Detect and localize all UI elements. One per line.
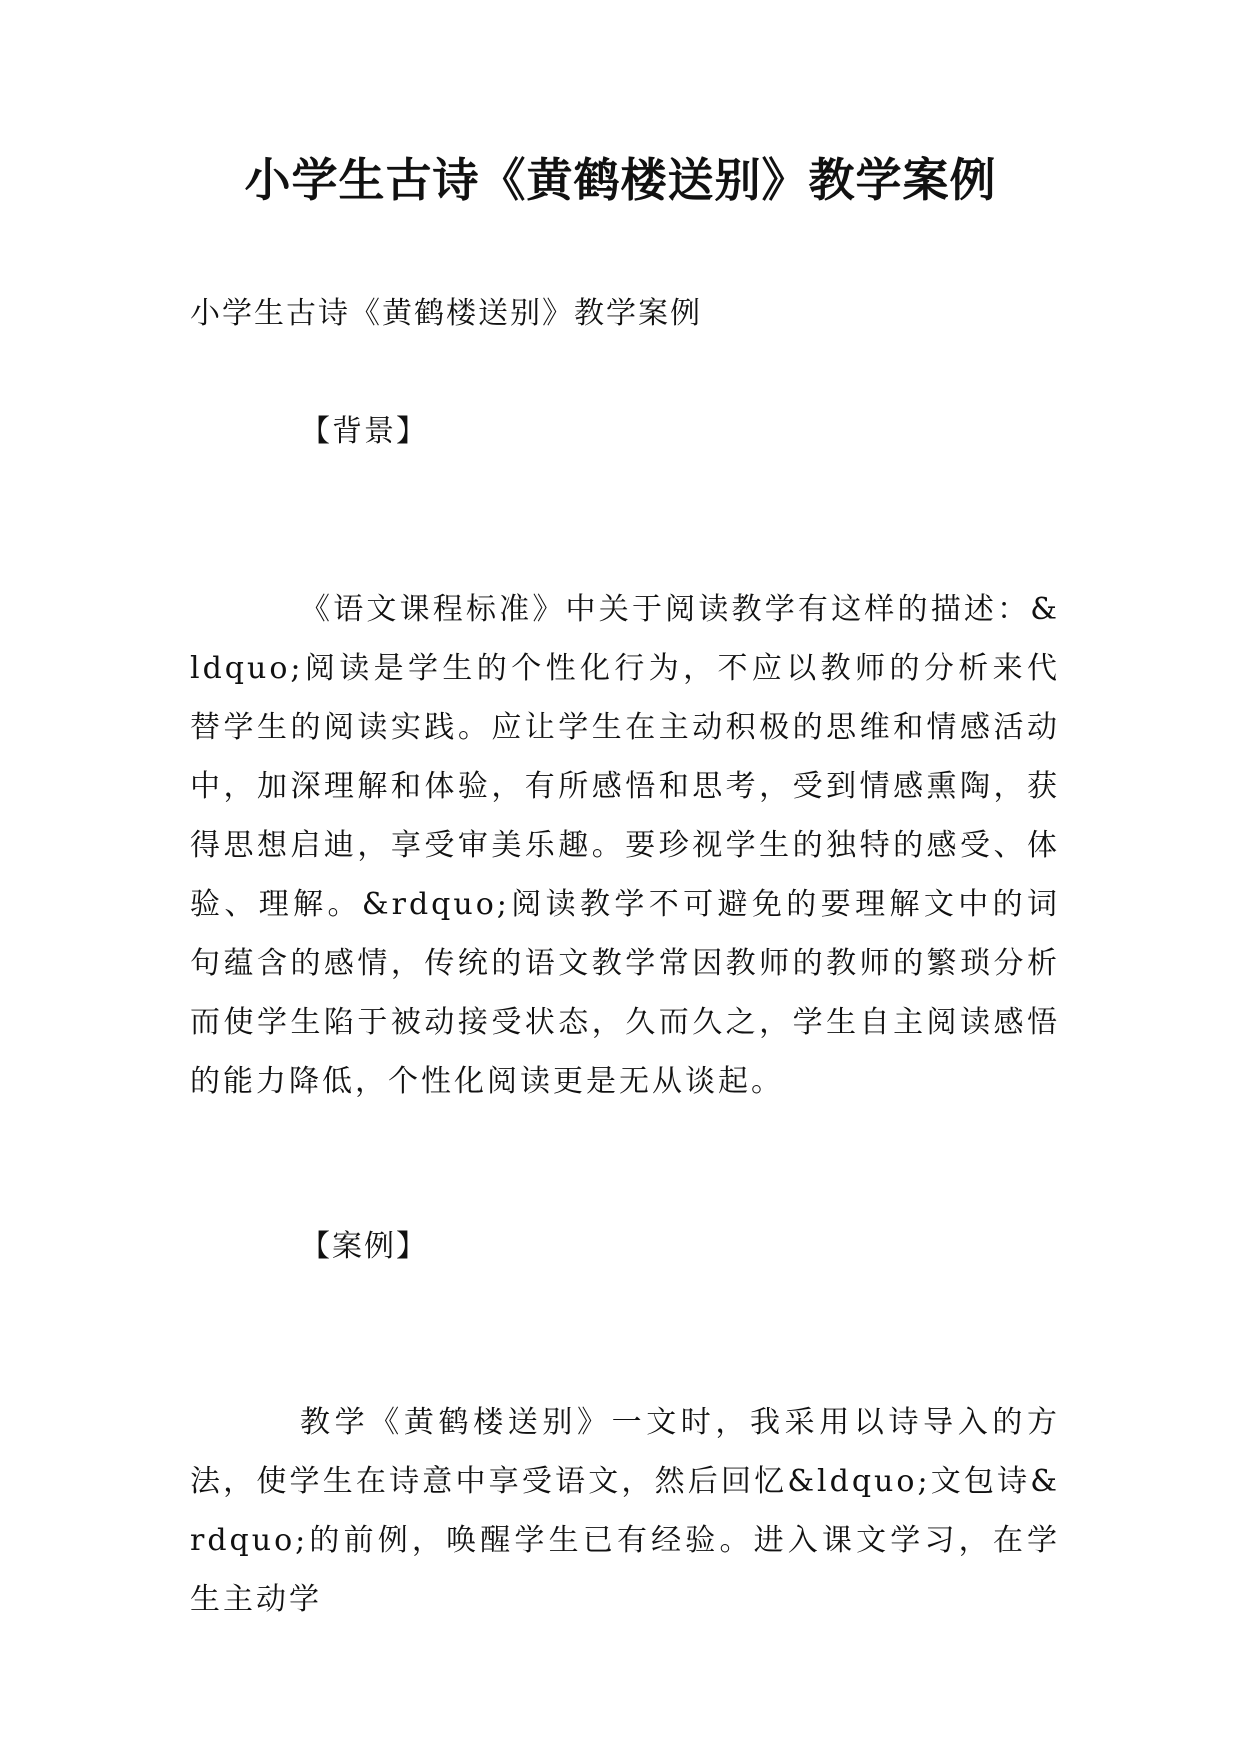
document-subtitle: 小学生古诗《黄鹤楼送别》教学案例 xyxy=(190,296,702,331)
section-heading-case: 【案例】 xyxy=(300,1229,428,1264)
section-heading-background: 【背景】 xyxy=(300,414,428,449)
paragraph-case: 教学《黄鹤楼送别》一文时，我采用以诗导入的方法，使学生在诗意中享受语文，然后回忆&ldquo;文包诗&rdquo;的前例，唤醒学生已有经验。进入课文学习，在学生主动学 xyxy=(190,1405,1060,1617)
document-title: 小学生古诗《黄鹤楼送别》教学案例 xyxy=(244,153,997,207)
paragraph-background: 《语文课程标准》中关于阅读教学有这样的描述：&ldquo;阅读是学生的个性化行为，不应以教师的分析来代替学生的阅读实践。应让学生在主动积极的思维和情感活动中，加深理解和体验，有所感悟和思考，受到情感熏陶，获得思想启迪，享受审美乐趣。要珍视学生的独特的感受、体验、理解。&rdquo;阅读教学不可避免的要理解文中的词句蕴含的感情，传统的语文教学常因教师的教师的繁琐分析而使学生陷于被动接受状态，久而久之，学生自主阅读感悟的能力降低，个性化阅读更是无从谈起。 xyxy=(190,592,1060,1099)
